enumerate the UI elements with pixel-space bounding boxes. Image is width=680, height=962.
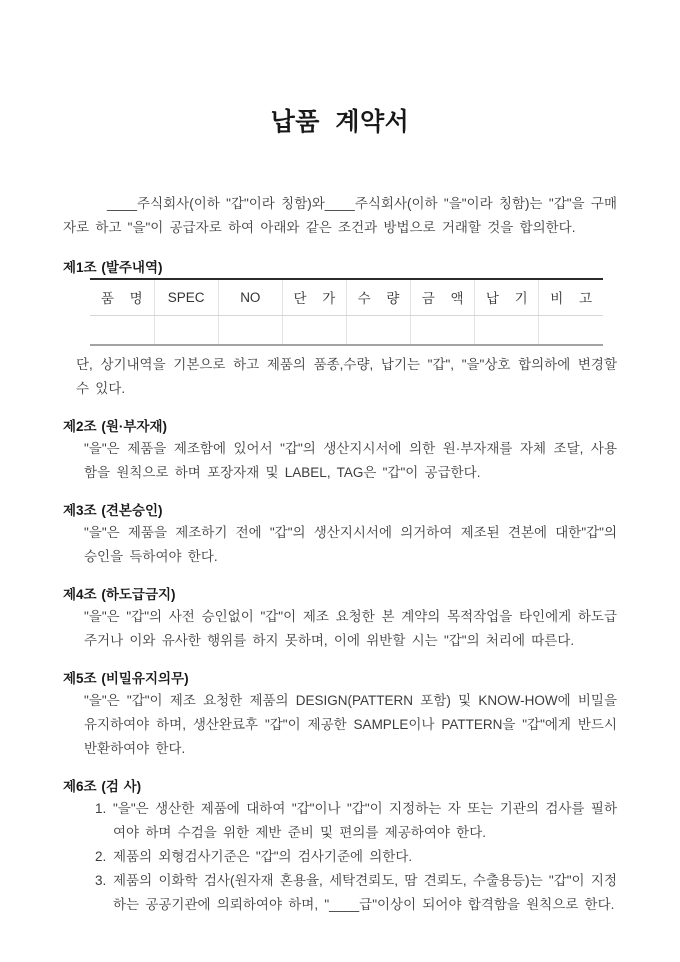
article-5	[63, 669, 617, 761]
article-2-body: "을"은 제품을 제조함에 있어서 "갑"의 생산지시서에 의한 원·부자재를 자체 조달, 사용함을 원칙으로 하며 포장자재 및 LABEL, TAG은 "갑"이 공급한다.	[84, 441, 617, 480]
article-6-item-1	[95, 797, 617, 845]
order-table-header-unit-price: 단 가	[282, 279, 346, 316]
article-3-heading: 제3조 (견본승인)	[63, 503, 163, 518]
article-5-body: "을"은 "갑"이 제조 요청한 제품의 DESIGN(PATTERN 포함) 및 KNOW-HOW에 비밀을 유지하여야 하며, 생산완료후 "갑"이 제공한 SAMPLE이나 PATTERN을 "갑"에게 반드시 반환하여야 한다.	[84, 693, 617, 756]
article-6-item-2	[95, 845, 617, 869]
item-number: 1.	[95, 801, 107, 816]
article-6-heading: 제6조 (검 사)	[63, 779, 142, 794]
order-table-cell	[90, 316, 154, 346]
article-1-heading: 제1조 (발주내역)	[63, 260, 163, 275]
item-text: "을"은 생산한 제품에 대하여 "갑"이나 "갑"이 지정하는 자 또는 기관의 검사를 필하여야 하며 수검을 위한 제반 준비 및 편의를 제공하여야 한다.	[113, 801, 617, 840]
article-1	[63, 258, 617, 401]
order-table-header-remarks: 비 고	[539, 279, 603, 316]
item-number: 3.	[95, 873, 107, 888]
order-table-header-amount: 금 액	[411, 279, 475, 316]
order-table-header-item-name: 품 명	[90, 279, 154, 316]
intro-paragraph: ____주식회사(이하 "갑"이라 칭함)와____주식회사(이하 "을"이라 칭함)는 "갑"을 구매자로 하고 "을"이 공급자로 하여 아래와 같은 조건과 방법으로 거래할 것을 합의한다.	[63, 196, 617, 235]
order-table-header-spec: SPEC	[154, 279, 218, 316]
article-1-note: 단, 상기내역을 기본으로 하고 제품의 품종,수량, 납기는 "갑", "을"상호 합의하에 변경할 수 있다.	[76, 357, 617, 396]
order-table-cell	[154, 316, 218, 346]
item-number: 2.	[95, 849, 107, 864]
order-table-header-quantity: 수 량	[347, 279, 411, 316]
article-4-body: "을"은 "갑"의 사전 승인없이 "갑"이 제조 요청한 본 계약의 목적작업을 타인에게 하도급주거나 이와 유사한 행위를 하지 못하며, 이에 위반할 시는 "갑"의 처리에 따른다.	[84, 609, 617, 648]
order-table-header-row	[90, 279, 603, 316]
order-table-cell	[347, 316, 411, 346]
article-6-item-list	[95, 797, 617, 917]
order-table-header-no: NO	[218, 279, 282, 316]
article-3-body: "을"은 제품을 제조하기 전에 "갑"의 생산지시서에 의거하여 제조된 견본에 대한"갑"의 승인을 득하여야 한다.	[84, 525, 617, 564]
document-title: 납품 계약서	[270, 108, 410, 136]
article-2	[63, 417, 617, 485]
order-table-cell	[282, 316, 346, 346]
item-text: 제품의 외형검사기준은 "갑"의 검사기준에 의한다.	[113, 849, 413, 864]
item-text: 제품의 이화학 검사(원자재 혼용율, 세탁견뢰도, 땀 견뢰도, 수출용등)는 "갑"이 지정하는 공공기관에 의뢰하여야 하며, "____급"이상이 되어야 합격함을 원칙으로 한다.	[113, 873, 617, 912]
order-table-cell	[539, 316, 603, 346]
article-4-heading: 제4조 (하도급금지)	[63, 587, 176, 602]
article-4	[63, 585, 617, 653]
article-3	[63, 501, 617, 569]
order-table-header-delivery: 납 기	[475, 279, 539, 316]
order-table-empty-row	[90, 316, 603, 346]
order-table-cell	[411, 316, 475, 346]
order-table	[90, 278, 603, 346]
article-6	[63, 777, 617, 917]
article-6-item-3	[95, 869, 617, 917]
article-5-heading: 제5조 (비밀유지의무)	[63, 671, 189, 686]
order-table-cell	[218, 316, 282, 346]
article-2-heading: 제2조 (원·부자재)	[63, 419, 167, 434]
order-table-cell	[475, 316, 539, 346]
